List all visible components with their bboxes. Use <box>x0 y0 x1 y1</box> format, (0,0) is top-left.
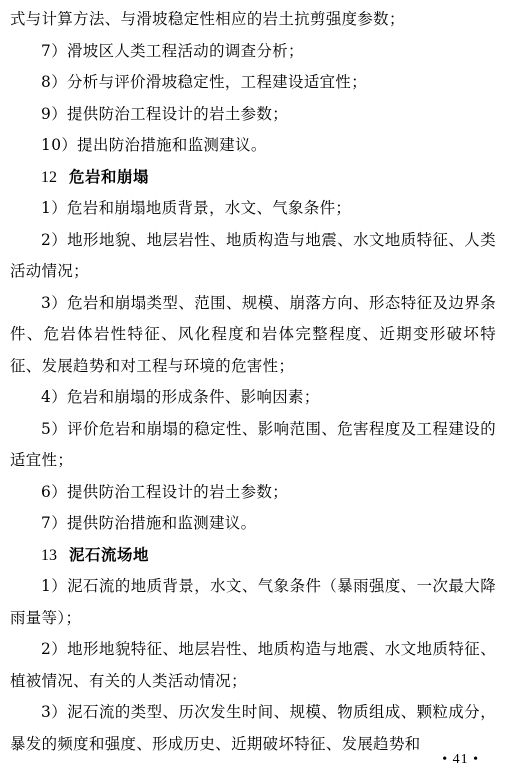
section-heading <box>10 162 496 194</box>
body-paragraph: 2）地形地貌、地层岩性、地质构造与地震、水文地质特征、人类活动情况； <box>10 230 496 280</box>
body-paragraph: 3）泥石流的类型、历次发生时间、规模、物质组成、颗粒成分，暴发的频度和强度、形成历史、近期破坏特征、发展趋势和 <box>10 703 496 753</box>
body-paragraph: 10）提出防治措施和监测建议。 <box>41 136 267 154</box>
body-paragraph: 1）危岩和崩塌地质背景，水文、气象条件； <box>41 199 352 217</box>
section-number: 13 <box>41 546 57 564</box>
section-number: 12 <box>41 168 57 186</box>
section-title: 泥石流场地 <box>69 545 149 564</box>
section-heading <box>10 540 496 572</box>
body-paragraph: 9）提供防治工程设计的岩土参数； <box>41 104 289 123</box>
body-paragraph: 1）泥石流的地质背景，水文、气象条件（暴雨强度、一次最大降雨量等）； <box>10 577 496 627</box>
body-paragraph: 5）评价危岩和崩塌的稳定性、影响范围、危害程度及工程建设的适宜性； <box>10 419 496 469</box>
body-paragraph: 4）危岩和崩塌的形成条件、影响因素； <box>41 388 320 406</box>
body-paragraph: 3）危岩和崩塌类型、范围、规模、崩落方向、形态特征及边界条件、危岩体岩性特征、风化程度和岩体完整程度、近期变形破坏特征、发展趋势和对工程与环境的危害性； <box>10 293 496 375</box>
body-paragraph: 7）滑坡区人类工程活动的调查分析； <box>41 41 304 60</box>
body-paragraph: 8）分析与评价滑坡稳定性，工程建设适宜性； <box>41 73 368 91</box>
section-title: 危岩和崩塌 <box>69 167 149 186</box>
document-page <box>10 4 496 760</box>
body-paragraph: 2）地形地貌特征、地层岩性、地质构造与地震、水文地质特征、植被情况、有关的人类活动情况； <box>10 640 496 690</box>
body-paragraph: 6）提供防治工程设计的岩土参数； <box>41 482 289 501</box>
body-paragraph: 式与计算方法、与滑坡稳定性相应的岩土抗剪强度参数； <box>10 10 405 28</box>
page-number: • 41 • <box>442 752 479 767</box>
body-paragraph: 7）提供防治措施和监测建议。 <box>41 514 257 532</box>
